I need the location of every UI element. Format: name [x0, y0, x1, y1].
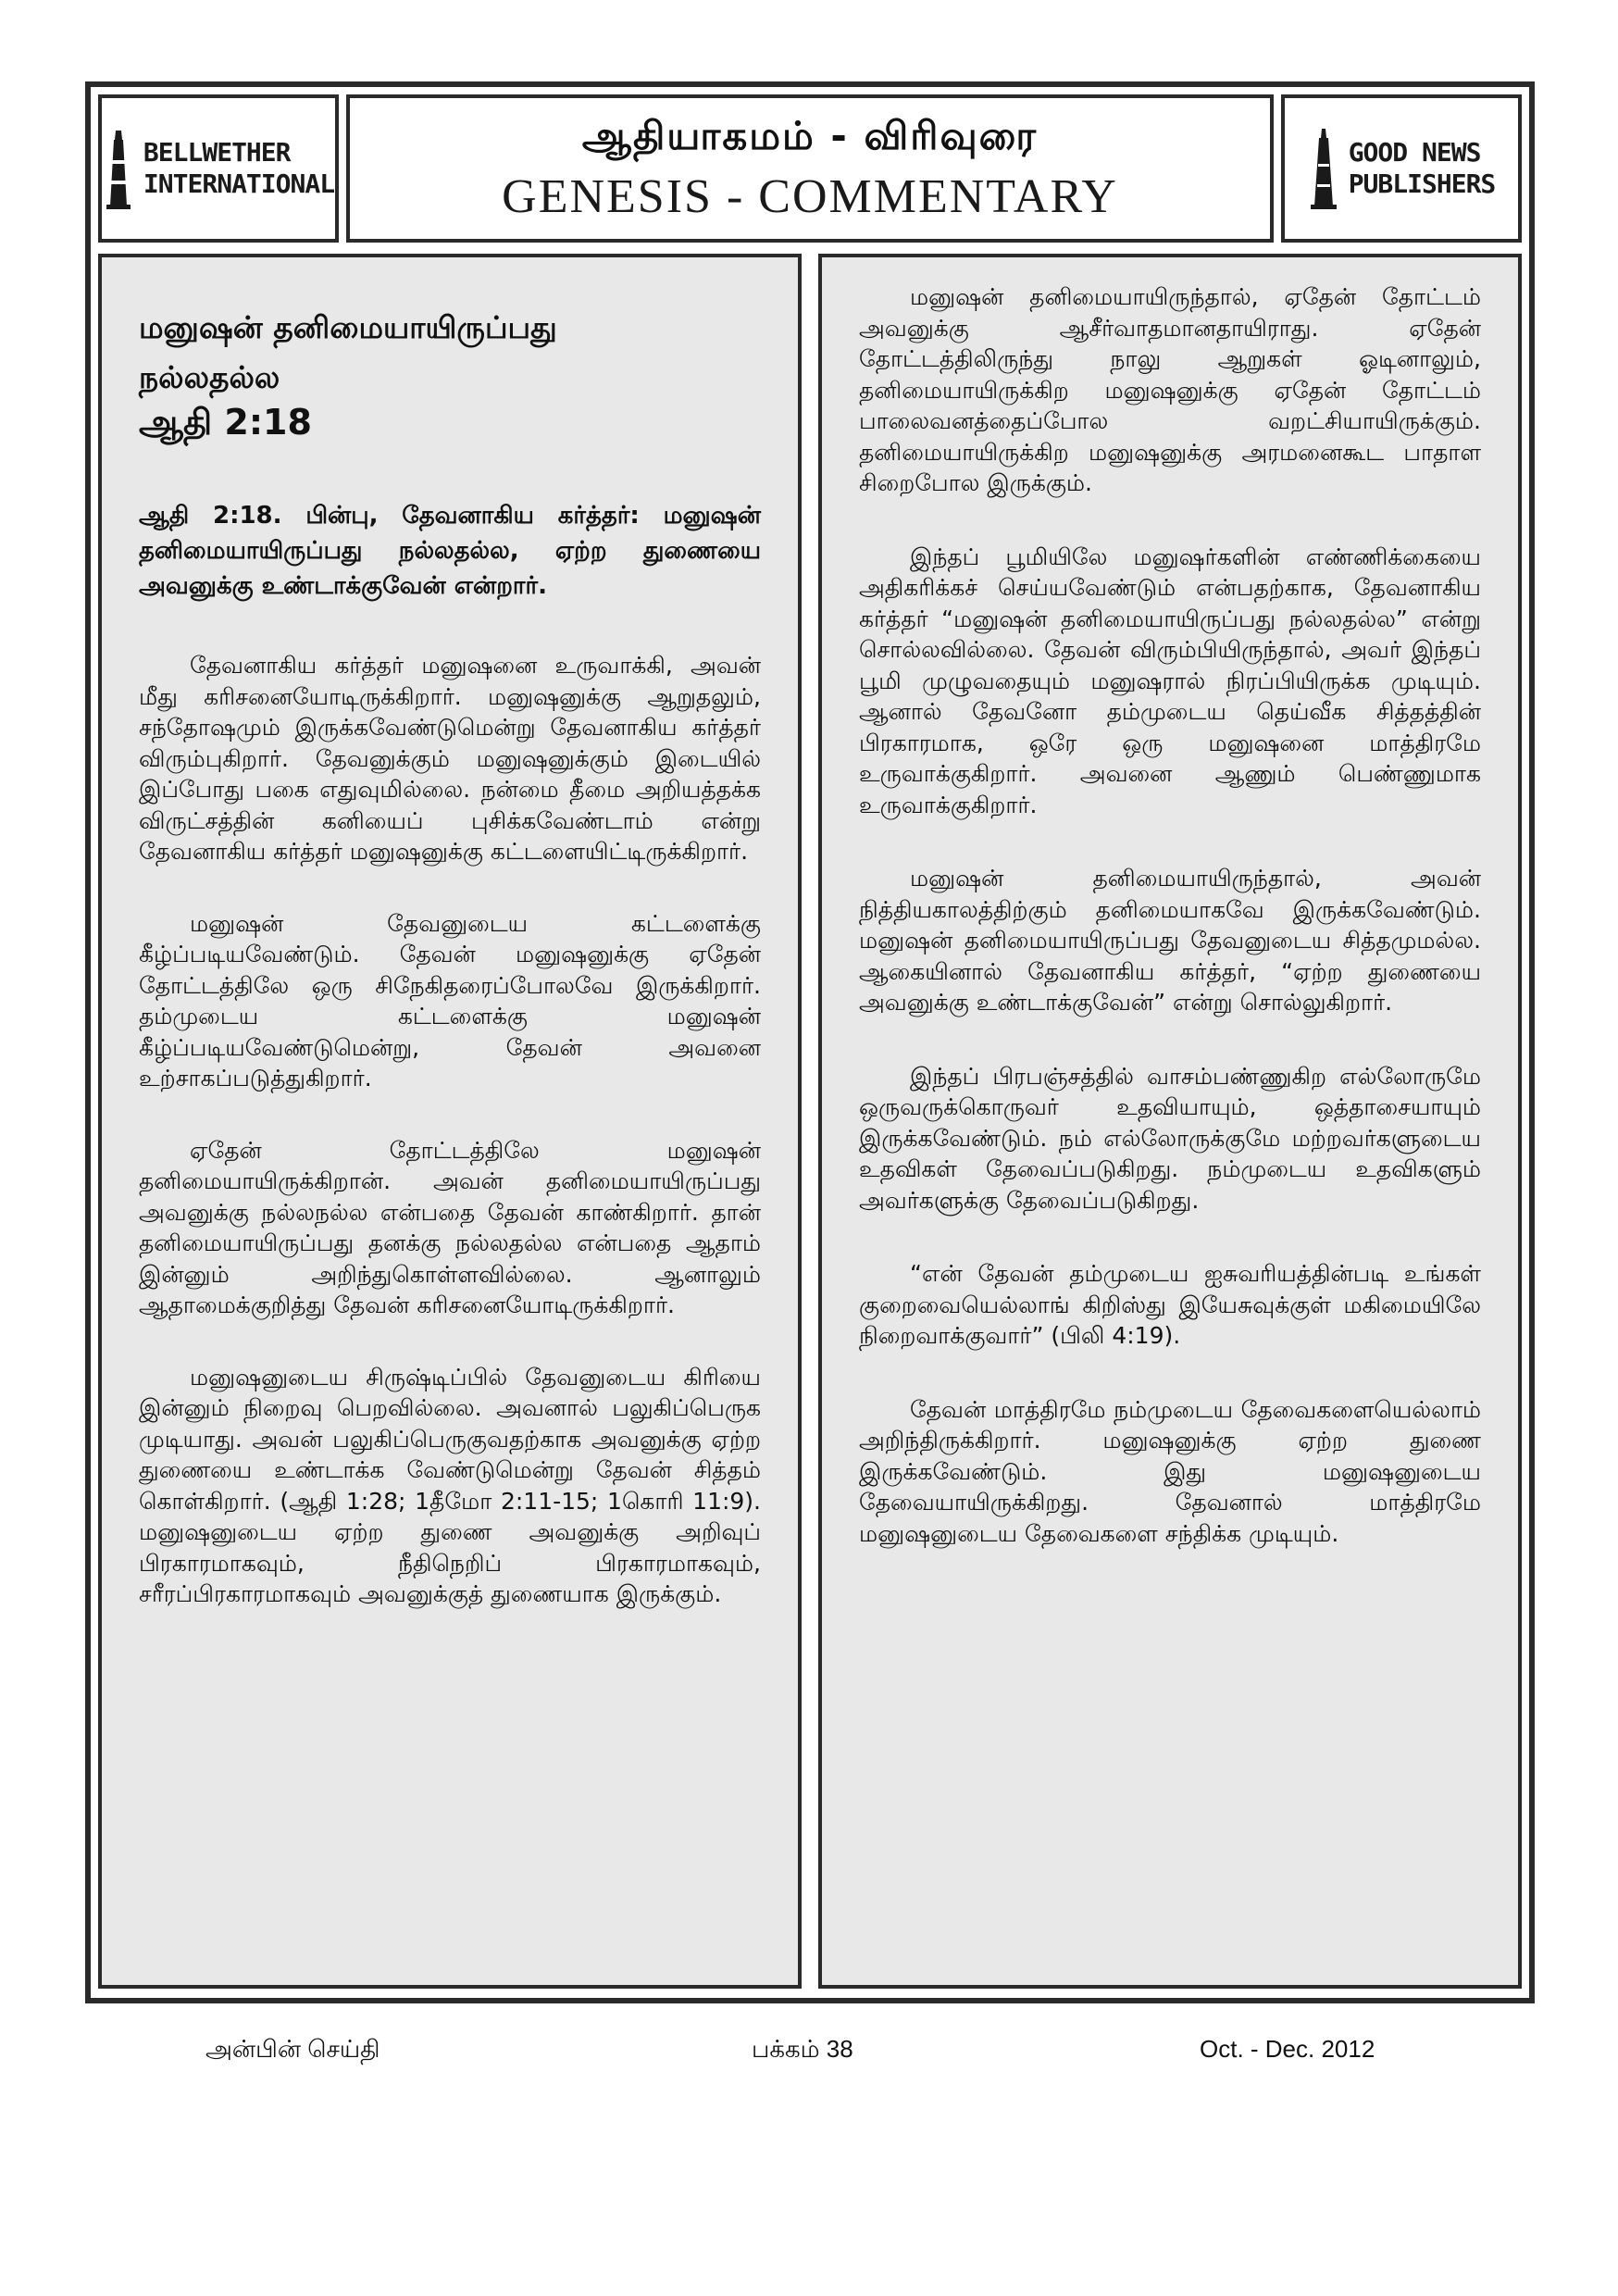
paragraph: இந்தப் பிரபஞ்சத்தில் வாசம்பண்ணுகிற எல்லோருமே ஒருவருக்கொருவர் உதவியாயும், ஒத்தாசையாயும் இருக்கவேண்டும். நம் எல்லோருக்குமே மற்றவர்களுடைய உதவிகள் தேவைப்படுகிறது. நம்முடைய உதவிகளும் அவர்களுக்கு தேவைப்படுகிறது.: [859, 1062, 1481, 1214]
page-frame: [85, 81, 1535, 2003]
title-tamil: ஆதியாகமம் - விரிவுரை: [581, 113, 1039, 158]
title-box: [346, 94, 1274, 243]
footer-page-number: பக்கம் 38: [752, 2035, 853, 2063]
paragraph: மனுஷன் தனிமையாயிருந்தால், அவன் நித்தியகாலத்திற்கும் தனிமையாகவே இருக்கவேண்டும். மனுஷன் தனிமையாயிருப்பது தேவனுடைய சித்தமுமல்ல. ஆகையினால் தேவனாகிய கர்த்தர், “ஏற்ற துணையை அவனுக்கு உண்டாக்குவேன்” என்று சொல்லுகிறார்.: [859, 865, 1481, 1016]
page-footer: [0, 2026, 1618, 2081]
goodnews-logo-line1: GOOD NEWS: [1348, 137, 1481, 168]
paragraph: ஏதேன் தோட்டத்திலே மனுஷன் தனிமையாயிருக்கிறான். அவன் தனிமையாயிருப்பது அவனுக்கு நல்லநல்ல என்பதை தேவன் காண்கிறார். தான் தனிமையாயிருப்பது தனக்கு நல்லதல்ல என்பதை ஆதாம் இன்னும் அறிந்துகொள்ளவில்லை. ஆனாலும் ஆதாமைக்குறித்து தேவன் கரிசனையோடிருக்கிறார்.: [139, 1136, 761, 1318]
tower-icon: [1308, 127, 1339, 210]
title-english: GENESIS - COMMENTARY: [502, 170, 1118, 223]
bellwether-logo-line1: BELLWETHER: [143, 137, 291, 168]
paragraph: மனுஷனுடைய சிருஷ்டிப்பில் தேவனுடைய கிரியை இன்னும் நிறைவு பெறவில்லை. அவனால் பலுகிப்பெருக முடியாது. அவன் பலுகிப்பெருகுவதற்காக அவனுக்கு ஏற்ற துணையை உண்டாக்க வேண்டுமென்று தேவன் சித்தம் கொள்கிறார். (ஆதி 1:28; 1தீமோ 2:11-15; 1கொரி 11:9). மனுஷனுடைய ஏற்ற துணை அவனுக்கு அறிவுப் பிரகாரமாகவும், நீதிநெறிப் பிரகாரமாகவும், சரீரப்பிரகாரமாகவும் அவனுக்குத் துணையாக இருக்கும்.: [139, 1363, 761, 1607]
paragraph: தேவன் மாத்திரமே நம்முடைய தேவைகளையெல்லாம் அறிந்திருக்கிறார். மனுஷனுக்கு ஏற்ற துணை இருக்கவேண்டும். இது மனுஷனுடைய தேவையாயிருக்கிறது. தேவனால் மாத்திரமே மனுஷனுடைய தேவைகளை சந்திக்க முடியும்.: [859, 1395, 1481, 1547]
paragraph: மனுஷன் தனிமையாயிருந்தால், ஏதேன் தோட்டம் அவனுக்கு ஆசீர்வாதமானதாயிராது. ஏதேன் தோட்டத்திலிருந்து நாலு ஆறுகள் ஓடினாலும், தனிமையாயிருக்கிற மனுஷனுக்கு ஏதேன் தோட்டம் பாலைவனத்தைப்போல வறட்சியாயிருக்கும். தனிமையாயிருக்கிற மனுஷனுக்கு அரமனைகூட பாதாள சிறைபோல இருக்கும்.: [859, 283, 1481, 496]
page-header: [98, 94, 1522, 243]
article-heading-line1: மனுஷன் தனிமையாயிருப்பது: [139, 309, 557, 345]
goodnews-logo-line2: PUBLISHERS: [1348, 168, 1496, 199]
paragraph: “என் தேவன் தம்முடைய ஐசுவரியத்தின்படி உங்கள் குறைவையெல்லாங் கிறிஸ்து இயேசுவுக்குள் மகிமையிலே நிறைவாக்குவார்” (பிலி 4:19).: [859, 1260, 1481, 1349]
article-heading-line2: நல்லதல்ல: [139, 359, 280, 395]
verse-quote: ஆதி 2:18. பின்பு, தேவனாகிய கர்த்தர்: மனுஷன் தனிமையாயிருப்பது நல்லதல்ல, ஏற்ற துணையை அவனுக்கு உண்டாக்குவேன் என்றார்.: [139, 502, 761, 600]
bellwether-logo-box: [98, 94, 339, 243]
bellwether-logo-line2: INTERNATIONAL: [143, 168, 335, 199]
bellwether-logo: [103, 127, 334, 210]
paragraph: இந்தப் பூமியிலே மனுஷர்களின் எண்ணிக்கையை அதிகரிக்கச் செய்யவேண்டும் என்பதற்காக, தேவனாகிய கர்த்தர் “மனுஷன் தனிமையாயிருப்பது நல்லதல்ல” என்று சொல்லவில்லை. தேவன் விரும்பியிருந்தால், அவர் இந்தப் பூமி முழுவதையும் மனுஷரால் நிரப்பியிருக்க முடியும். ஆனால் தேவனோ தம்முடைய தெய்வீக சித்தத்தின் பிரகாரமாக, ஒரே ஒரு மனுஷனை மாத்திரமே உருவாக்குகிறார். அவனை ஆணும் பெண்ணுமாக உருவாக்குகிறார்.: [859, 543, 1481, 818]
left-column: [98, 254, 802, 1989]
right-column: [818, 254, 1522, 1989]
goodnews-logo: [1308, 127, 1496, 210]
paragraph: தேவனாகிய கர்த்தர் மனுஷனை உருவாக்கி, அவன் மீது கரிசனையோடிருக்கிறார். மனுஷனுக்கு ஆறுதலும், சந்தோஷமும் இருக்கவேண்டுமென்று தேவனாகிய கர்த்தர் விரும்புகிறார். தேவனுக்கும் மனுஷனுக்கும் இடையில் இப்போது பகை எதுவுமில்லை. நன்மை தீமை அறியத்தக்க விருட்சத்தின் கனியைப் புசிக்கவேண்டாம் என்று தேவனாகிய கர்த்தர் மனுஷனுக்கு கட்டளையிட்டிருக்கிறார்.: [139, 652, 761, 865]
article-reference: ஆதி 2:18: [139, 402, 312, 443]
paragraph: மனுஷன் தேவனுடைய கட்டளைக்கு கீழ்ப்படியவேண்டும். தேவன் மனுஷனுக்கு ஏதேன் தோட்டத்திலே ஒரு சிநேகிதரைப்போலவே இருக்கிறார். தம்முடைய கட்டளைக்கு மனுஷன் கீழ்ப்படியவேண்டுமென்று, தேவன் அவனை உற்சாகப்படுத்துகிறார்.: [139, 909, 761, 1092]
footer-magazine-name: அன்பின் செய்தி: [205, 2035, 380, 2063]
lighthouse-icon: [103, 127, 134, 210]
goodnews-logo-box: [1281, 94, 1522, 243]
footer-issue-date: Oct. - Dec. 2012: [1200, 2035, 1375, 2063]
